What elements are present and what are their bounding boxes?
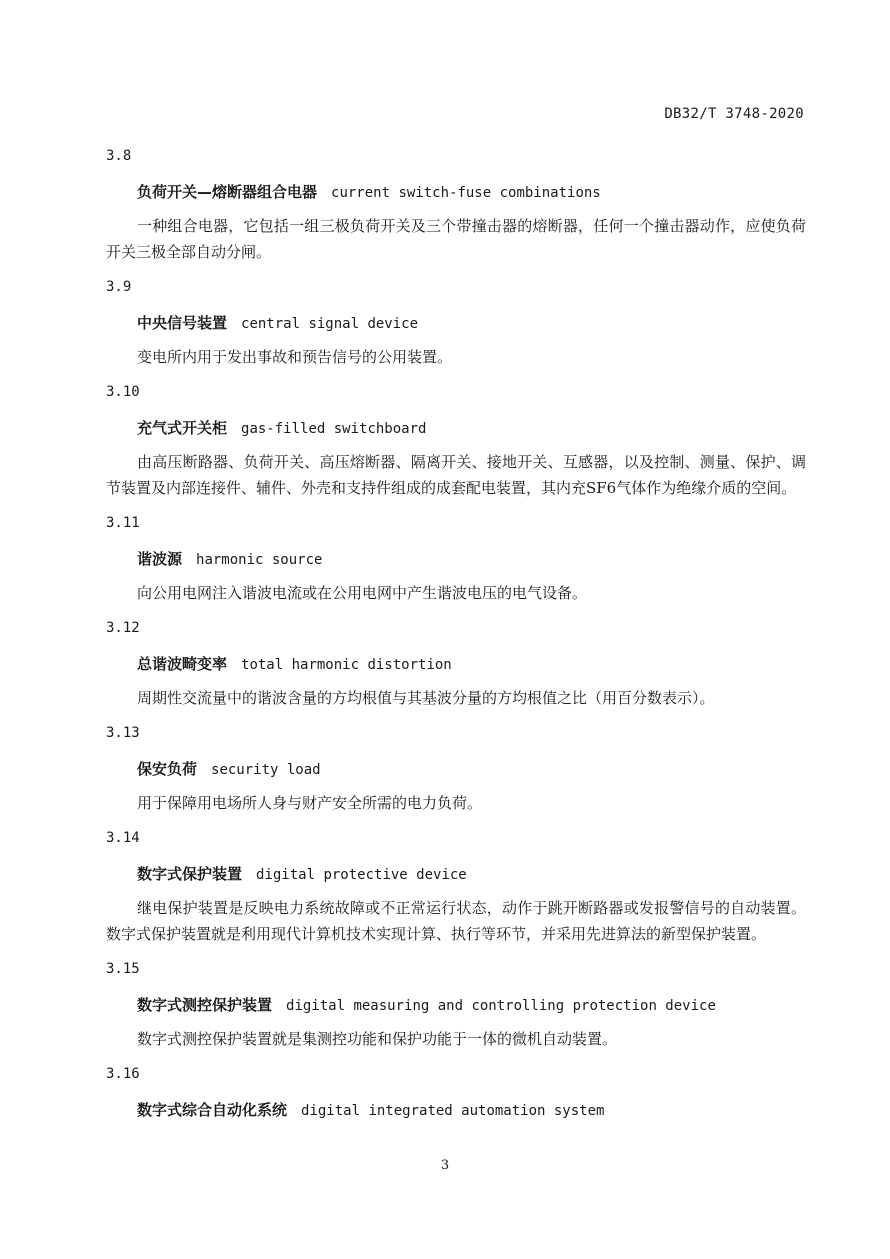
- term-definition: 向公用电网注入谐波电流或在公用电网中产生谐波电压的电气设备。: [137, 584, 588, 602]
- term-number: 3.8: [106, 148, 132, 164]
- term-title: [137, 181, 890, 203]
- term-definition: 继电保护装置是反映电力系统故障或不正常运行状态，动作于跳开断路器或发报警信号的自动装置。数字式保护装置就是利用现代计算机技术实现计算、执行等环节，并采用先进算法的新型保护装置。: [106, 899, 806, 943]
- term-definition: 用于保障用电场所人身与财产安全所需的电力负荷。: [137, 794, 483, 812]
- document-id: DB32/T 3748-2020: [664, 106, 804, 122]
- page-number: 3: [440, 1158, 450, 1173]
- term-number: 3.10: [106, 384, 140, 400]
- term-title: [137, 994, 890, 1016]
- term-name-en: current switch-fuse combinations: [331, 185, 601, 201]
- term-entry: [0, 1064, 890, 1121]
- term-entry: [0, 828, 890, 947]
- term-number: 3.15: [106, 961, 140, 977]
- term-entry: [0, 513, 890, 606]
- term-title: [137, 1099, 890, 1121]
- term-name-en: digital measuring and controlling protection device: [286, 998, 716, 1014]
- term-name-zh: 中央信号装置: [137, 314, 228, 332]
- term-name-zh: 总谐波畸变率: [137, 655, 228, 673]
- term-entry: [0, 723, 890, 816]
- term-definition: 数字式测控保护装置就是集测控功能和保护功能于一体的微机自动装置。: [137, 1030, 618, 1048]
- term-name-en: harmonic source: [196, 552, 323, 568]
- term-name-en: gas-filled switchboard: [241, 421, 427, 437]
- term-name-en: security load: [211, 762, 321, 778]
- term-definition: 一种组合电器，它包括一组三极负荷开关及三个带撞击器的熔断器，任何一个撞击器动作，应使负荷开关三极全部自动分闸。: [106, 217, 806, 261]
- term-title: [137, 548, 890, 570]
- term-entry: [0, 618, 890, 711]
- term-name-zh: 数字式测控保护装置: [137, 996, 273, 1014]
- term-entry: [0, 146, 890, 265]
- term-name-en: digital protective device: [256, 867, 467, 883]
- term-number: 3.11: [106, 515, 140, 531]
- term-name-zh: 谐波源: [137, 550, 183, 568]
- term-name-zh: 负荷开关—熔断器组合电器: [137, 183, 318, 201]
- term-name-en: central signal device: [241, 316, 419, 332]
- term-number: 3.13: [106, 725, 140, 741]
- term-title: [137, 417, 890, 439]
- term-entry: [0, 959, 890, 1052]
- term-name-zh: 充气式开关柜: [137, 419, 228, 437]
- term-title: [137, 653, 890, 675]
- terms-section: [0, 146, 890, 1131]
- term-name-zh: 保安负荷: [137, 760, 198, 778]
- term-title: [137, 863, 890, 885]
- term-number: 3.16: [106, 1066, 140, 1082]
- term-name-en: digital integrated automation system: [301, 1103, 605, 1119]
- term-number: 3.14: [106, 830, 140, 846]
- term-name-en: total harmonic distortion: [241, 657, 452, 673]
- term-number: 3.12: [106, 620, 140, 636]
- term-entry: [0, 277, 890, 370]
- term-name-zh: 数字式综合自动化系统: [137, 1101, 288, 1119]
- term-title: [137, 758, 890, 780]
- term-name-zh: 数字式保护装置: [137, 865, 243, 883]
- term-definition: 变电所内用于发出事故和预告信号的公用装置。: [137, 348, 453, 366]
- term-definition: 由高压断路器、负荷开关、高压熔断器、隔离开关、接地开关、互感器，以及控制、测量、保护、调节装置及内部连接件、辅件、外壳和支持件组成的成套配电装置，其内充SF6气体作为绝缘介质的空间。: [106, 453, 806, 497]
- term-number: 3.9: [106, 279, 132, 295]
- term-title: [137, 312, 890, 334]
- term-definition: 周期性交流量中的谐波含量的方均根值与其基波分量的方均根值之比（用百分数表示）。: [137, 689, 715, 707]
- term-entry: [0, 382, 890, 501]
